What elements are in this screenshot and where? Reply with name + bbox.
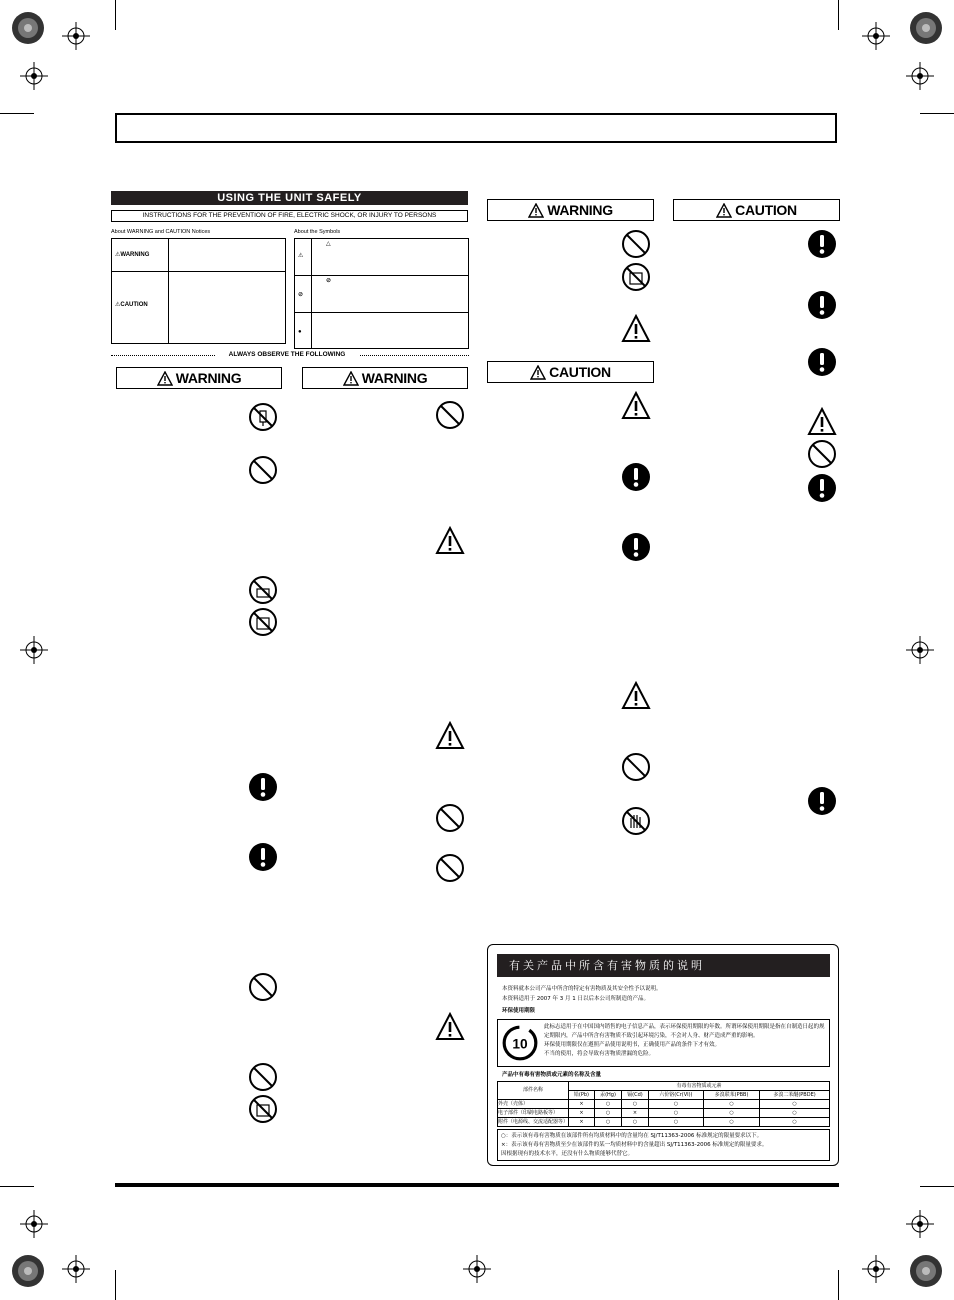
table-notes-box (497, 1129, 830, 1161)
warning-notice-label: ⚠WARNING (115, 252, 150, 258)
crop-mark (920, 1186, 954, 1187)
no-moisture-icon (621, 262, 651, 292)
crosshair-icon (62, 22, 90, 50)
warning-header: WARNING (116, 367, 282, 389)
notices-table (111, 238, 286, 344)
crosshair-icon (20, 636, 48, 664)
no-wet-hands-icon (621, 806, 651, 836)
table-note: 因根据现有的技术水平，还没有什么物质能够代替它。 (501, 1151, 634, 1157)
table-col-header: 铅(Pb) (569, 1091, 595, 1100)
prohibited-icon (621, 752, 651, 782)
crop-mark (115, 0, 116, 30)
crosshair-icon (862, 22, 890, 50)
rohs-info-box (487, 944, 839, 1166)
crosshair-icon (62, 1255, 90, 1283)
caution-triangle-icon (530, 365, 546, 380)
warning-triangle-icon (435, 526, 465, 556)
triangle-small-icon: △ (326, 241, 331, 247)
crosshair-icon (463, 1255, 491, 1283)
prohibited-icon (248, 455, 278, 485)
mandatory-icon: ● (298, 329, 302, 335)
env-text-line: 环保使用期限仅在遵照产品使用说明书，正确使用产品的条件下才有效。 (544, 1042, 721, 1048)
mandatory-icon (621, 462, 651, 492)
svg-text:10: 10 (512, 1036, 528, 1052)
table-col-header: 六价铬(Cr(VI)) (648, 1091, 703, 1100)
crop-mark (920, 113, 954, 114)
no-moisture-icon (248, 607, 278, 637)
table-col-header: 汞(Hg) (594, 1091, 621, 1100)
mandatory-icon (807, 786, 837, 816)
page-header-box (115, 113, 837, 143)
env-text-line: 此标志适用于在中国国内销售的电子信息产品，表示环保使用期限的年数。所谓环保使用期限是指在自制造日起的规 (544, 1024, 825, 1030)
crop-mark (838, 1270, 839, 1300)
env-period-box (497, 1019, 830, 1067)
table-note: ○：表示该有毒有害物质在该部件所有均质材料中的含量均在 SJ/T11363-2006 标准规定的限量要求以下。 (501, 1133, 763, 1139)
warning-triangle-icon (621, 391, 651, 421)
crosshair-icon (862, 1255, 890, 1283)
crosshair-icon (20, 62, 48, 90)
mandatory-icon (807, 229, 837, 259)
environment-period-icon (501, 1024, 539, 1062)
rohs-title: 有关产品中所含有害物质的说明 (497, 954, 830, 977)
crosshair-icon (906, 636, 934, 664)
prohibited-icon: ⊘ (298, 292, 304, 298)
warning-triangle-icon (621, 681, 651, 711)
triangle-icon: ⚠ (298, 253, 304, 259)
warning-triangle-icon (343, 371, 359, 386)
crop-mark (0, 1186, 34, 1187)
crosshair-icon (906, 62, 934, 90)
registration-disc-icon (908, 10, 944, 46)
substance-table-heading: 产品中有毒有害物质或元素的名称及含量 (502, 1072, 602, 1078)
registration-disc-icon (10, 10, 46, 46)
table-row: 外壳（壳体） × ○ ○ ○ ○ ○ (498, 1100, 830, 1109)
crop-mark (0, 113, 34, 114)
warning-header: WARNING (302, 367, 468, 389)
observe-label: ALWAYS OBSERVE THE FOLLOWING (215, 350, 359, 359)
table-col-header: 镉(Cd) (622, 1091, 649, 1100)
crosshair-icon (906, 1210, 934, 1238)
env-period-heading: 环保使用期限 (502, 1008, 536, 1014)
env-text-line: 定期限内，产品中所含有害物质不致引起环境污染，不会对人身、财产造成严重的影响。 (544, 1033, 759, 1039)
prohibited-icon (435, 400, 465, 430)
caution-triangle-icon (716, 203, 732, 218)
prohibited-icon (248, 1062, 278, 1092)
table-row: 附件（电源线、交流适配器等） × ○ ○ ○ ○ ○ (498, 1118, 830, 1127)
table-header-part: 部件名称 (498, 1082, 569, 1100)
caution-header: CAUTION (673, 199, 840, 221)
warning-triangle-icon (435, 1012, 465, 1042)
mandatory-icon (621, 532, 651, 562)
warning-triangle-icon (807, 407, 837, 437)
table-col-header: 多溴二苯醚(PBDE) (760, 1091, 830, 1100)
mandatory-icon (248, 772, 278, 802)
crop-mark (838, 0, 839, 30)
notices-about-label: About WARNING and CAUTION Notices (111, 229, 211, 235)
env-text-line: 不当的使用，将会导致有害物质泄漏的危险。 (544, 1051, 655, 1057)
symbols-about-label: About the Symbols (294, 229, 341, 235)
mandatory-icon (807, 347, 837, 377)
warning-triangle-icon (621, 314, 651, 344)
section-banner: USING THE UNIT SAFELY (111, 191, 468, 205)
prohibited-icon (435, 803, 465, 833)
table-header-group: 有毒有害物质或元素 (569, 1082, 830, 1091)
no-moisture-icon (248, 1094, 278, 1124)
table-note: ×：表示该有毒有害物质至少在该部件的某一均质材料中的含量超出 SJ/T11363-2006 标准规定的限量要求。 (501, 1142, 768, 1148)
rohs-intro-line: 本资料就本公司产品中所含的特定有害物质及其安全性予以说明。 (502, 986, 662, 992)
caution-header: CAUTION (487, 361, 654, 383)
warning-triangle-icon (157, 371, 173, 386)
section-subbanner: INSTRUCTIONS FOR THE PREVENTION OF FIRE, ELECTRIC SHOCK, OR INJURY TO PERSONS (111, 210, 468, 222)
mandatory-icon (807, 473, 837, 503)
mandatory-icon (807, 290, 837, 320)
registration-disc-icon (10, 1253, 46, 1289)
warning-header: WARNING (487, 199, 654, 221)
caution-notice-label: ⚠CAUTION (115, 302, 148, 308)
mandatory-icon (248, 842, 278, 872)
no-water-icon (248, 575, 278, 605)
prohibited-icon (621, 229, 651, 259)
crosshair-icon (20, 1210, 48, 1238)
crop-mark (115, 1270, 116, 1300)
do-not-disassemble-icon (248, 402, 278, 432)
symbols-table (294, 238, 469, 349)
prohibited-small-icon: ⊘ (326, 278, 332, 284)
prohibited-icon (248, 972, 278, 1002)
warning-triangle-icon (435, 721, 465, 751)
registration-disc-icon (908, 1253, 944, 1289)
substance-table (497, 1081, 830, 1127)
table-col-header: 多溴联苯(PBB) (704, 1091, 760, 1100)
prohibited-icon (807, 439, 837, 469)
page-footer-rule (115, 1183, 839, 1187)
prohibited-icon (435, 853, 465, 883)
rohs-intro-line: 本资料适用于 2007 年 3 月 1 日以后本公司所制造的产品。 (502, 996, 649, 1002)
table-row: 电子部件（印刷电路板等） × ○ × ○ ○ ○ (498, 1109, 830, 1118)
warning-triangle-icon (528, 203, 544, 218)
